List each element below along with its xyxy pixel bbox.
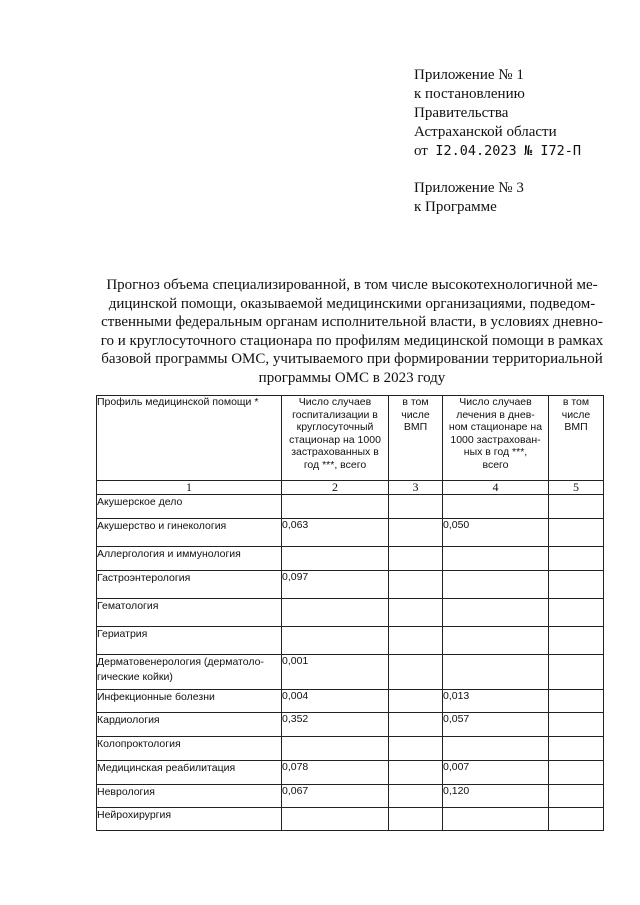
header-line: числе (401, 408, 430, 421)
day-total-cell (443, 808, 549, 831)
profile-cell (97, 808, 282, 831)
hosp-total-cell (282, 737, 389, 761)
profile-name: Кардиология (97, 714, 160, 726)
header-day-total (443, 396, 549, 481)
day-vmp-cell (549, 599, 604, 627)
profile-name: Гастроэнтерология (97, 572, 191, 584)
day-total-cell (443, 627, 549, 655)
hosp-vmp-cell (389, 519, 443, 547)
table-row (97, 655, 604, 690)
profile-name: Акушерское дело (97, 496, 183, 508)
column-number: 2 (282, 481, 389, 495)
profile-name: Неврология (97, 786, 155, 798)
hosp-vmp-cell (389, 495, 443, 519)
day-vmp-cell (549, 785, 604, 808)
day-total-cell (443, 547, 549, 571)
table-row (97, 713, 604, 737)
hosp-vmp-cell (389, 808, 443, 831)
header-line: ВМП (403, 421, 428, 433)
hosp-total-cell (282, 547, 389, 571)
header-line: ных в год ***, (463, 446, 528, 458)
day-vmp-cell (549, 690, 604, 713)
header-line: госпитализации в (292, 408, 378, 421)
day-vmp-cell (549, 571, 604, 599)
header-line: застрахованных в (291, 446, 379, 458)
day-vmp-cell (549, 761, 604, 785)
resolution-date: I2.04.2023 (435, 143, 517, 159)
day-total-cell (443, 571, 549, 599)
day-total-cell: 0,013 (443, 690, 549, 713)
header-line: ВМП (564, 421, 588, 433)
hosp-total-cell: 0,078 (282, 761, 389, 785)
hosp-vmp-cell (389, 655, 443, 690)
day-vmp-cell (549, 627, 604, 655)
resolution-number: № I72-П (524, 143, 582, 159)
title-line: дицинской помощи, оказываемой медицинскими организациями, подведом- (108, 295, 596, 312)
profile-cell (97, 713, 282, 737)
profile-name: Дерматовенерология (дерматоло- (97, 656, 264, 668)
profile-name: Гериатрия (97, 628, 148, 640)
hosp-vmp-cell (389, 547, 443, 571)
hosp-vmp-cell (389, 737, 443, 761)
profile-name: Медицинская реабилитация (97, 762, 236, 774)
header-line: круглосуточный (296, 421, 374, 433)
day-total-cell (443, 495, 549, 519)
profile-cell (97, 737, 282, 761)
header-line: Число случаев (459, 396, 532, 408)
column-number: 1 (97, 481, 282, 495)
day-vmp-cell (549, 495, 604, 519)
date-prefix: от (414, 143, 428, 159)
profile-cell (97, 761, 282, 785)
hosp-total-cell (282, 627, 389, 655)
header-line: числе (561, 408, 591, 421)
table-row (97, 599, 604, 627)
day-total-cell: 0,007 (443, 761, 549, 785)
hosp-total-cell: 0,001 (282, 655, 389, 690)
table-row (97, 519, 604, 547)
appendix-title: Приложение № 1 (414, 67, 524, 83)
header-profile: Профиль медицинской помощи * (97, 396, 282, 481)
forecast-table (96, 395, 604, 831)
resolution-line: к постановлению (414, 86, 525, 102)
region-line: Астраханской области (414, 124, 557, 140)
header-line: ном стационаре на (448, 421, 543, 433)
column-numbers-row (97, 481, 604, 495)
day-vmp-cell (549, 655, 604, 690)
table-row (97, 761, 604, 785)
profile-name: гические койки) (97, 671, 173, 683)
table-row (97, 690, 604, 713)
header-hosp-vmp (389, 396, 443, 481)
header-line: 1000 застрахован- (450, 433, 541, 446)
profile-cell (97, 599, 282, 627)
column-number: 5 (549, 481, 604, 495)
header-line: всего (482, 458, 509, 471)
table-row (97, 571, 604, 599)
hosp-vmp-cell (389, 690, 443, 713)
hosp-vmp-cell (389, 571, 443, 599)
day-total-cell (443, 737, 549, 761)
hosp-total-cell: 0,097 (282, 571, 389, 599)
day-vmp-cell (549, 519, 604, 547)
hosp-total-cell: 0,004 (282, 690, 389, 713)
day-vmp-cell (549, 713, 604, 737)
table-row (97, 737, 604, 761)
profile-cell (97, 495, 282, 519)
profile-name: Инфекционные болезни (97, 691, 215, 703)
hosp-vmp-cell (389, 713, 443, 737)
header-line: в том (402, 396, 429, 408)
column-number: 3 (389, 481, 443, 495)
profile-cell (97, 627, 282, 655)
document-title (96, 276, 608, 387)
profile-cell (97, 690, 282, 713)
title-line: Прогноз объема специализированной, в том числе высокотехнологичной ме- (106, 277, 598, 293)
header-line: лечения в днев- (456, 408, 535, 421)
header-hosp-total (282, 396, 389, 481)
table-body (97, 495, 604, 831)
government-line: Правительства (414, 105, 509, 121)
profile-name: Акушерство и гинекология (97, 520, 227, 532)
header-line: Число случаев (298, 396, 372, 408)
hosp-vmp-cell (389, 627, 443, 655)
header-line: год ***, всего (303, 458, 367, 471)
profile-cell (97, 547, 282, 571)
day-vmp-cell (549, 547, 604, 571)
table-row (97, 547, 604, 571)
profile-name: Аллергология и иммунология (97, 548, 241, 560)
hosp-vmp-cell (389, 599, 443, 627)
hosp-total-cell (282, 808, 389, 831)
day-vmp-cell (549, 737, 604, 761)
header-line: в том (562, 396, 590, 408)
profile-cell (97, 571, 282, 599)
hosp-total-cell: 0,352 (282, 713, 389, 737)
profile-cell (97, 655, 282, 690)
day-total-cell (443, 599, 549, 627)
profile-cell (97, 519, 282, 547)
profile-name: Нейрохирургия (97, 809, 172, 821)
appendix3-title: Приложение № 3 (414, 180, 524, 196)
profile-cell (97, 785, 282, 808)
hosp-vmp-cell (389, 785, 443, 808)
profile-name: Колопроктология (97, 738, 181, 750)
hosp-vmp-cell (389, 761, 443, 785)
day-total-cell: 0,057 (443, 713, 549, 737)
day-total-cell: 0,050 (443, 519, 549, 547)
hosp-total-cell: 0,067 (282, 785, 389, 808)
program-line: к Программе (414, 199, 497, 215)
header-day-vmp (549, 396, 604, 481)
title-line: базовой программы ОМС, учитываемого при формировании территориальной (101, 351, 603, 367)
table-row (97, 627, 604, 655)
table-row (97, 808, 604, 831)
header-line: стационар на 1000 (289, 433, 381, 446)
title-line: го и круглосуточного стационара по профилям медицинской помощи в рамках (100, 332, 604, 349)
profile-name: Гематология (97, 600, 159, 612)
appendix-header (414, 66, 581, 217)
table-row (97, 495, 604, 519)
title-line: ственными федеральным органам исполнительной власти, в условиях дневно- (101, 314, 603, 330)
column-number: 4 (443, 481, 549, 495)
hosp-total-cell (282, 599, 389, 627)
date-line (414, 142, 581, 161)
day-total-cell (443, 655, 549, 690)
day-total-cell: 0,120 (443, 785, 549, 808)
day-vmp-cell (549, 808, 604, 831)
title-line: программы ОМС в 2023 году (258, 369, 446, 386)
hosp-total-cell: 0,063 (282, 519, 389, 547)
hosp-total-cell (282, 495, 389, 519)
table-row (97, 785, 604, 808)
